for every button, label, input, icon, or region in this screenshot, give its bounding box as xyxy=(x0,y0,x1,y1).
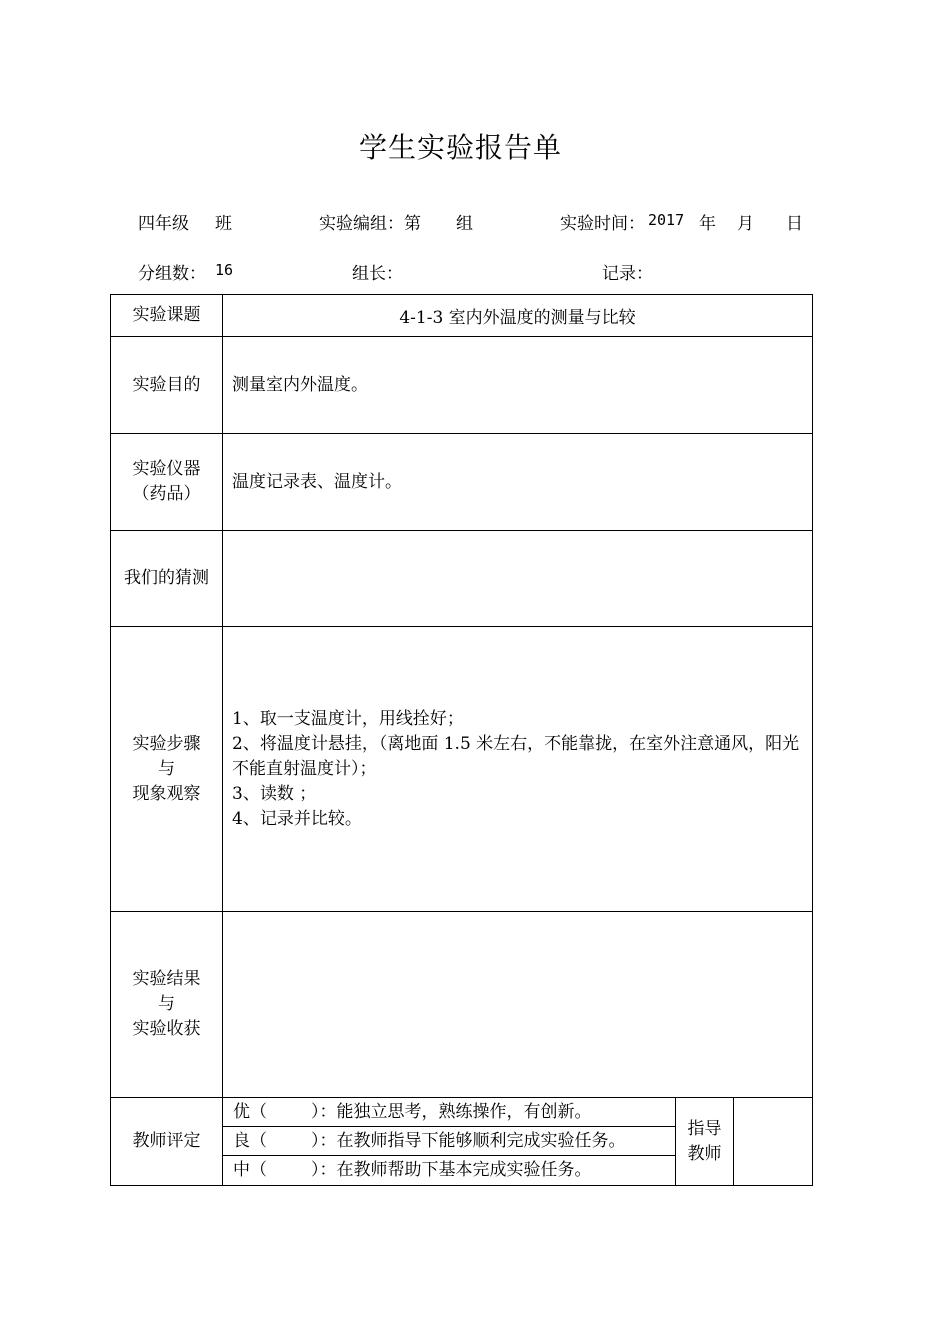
group-suffix-label: 组 xyxy=(456,214,473,234)
paren-close: ） xyxy=(311,1160,320,1180)
paren-close: ） xyxy=(311,1131,320,1151)
purpose-row xyxy=(111,337,813,434)
equipment-label-line2: （药品） xyxy=(132,484,201,504)
result-value xyxy=(223,912,813,1098)
evaluation-option xyxy=(223,1156,675,1184)
class-label: 班 xyxy=(215,214,232,234)
leader-label: 组长： xyxy=(352,264,403,284)
teacher-value xyxy=(734,1098,813,1186)
steps-label-line1: 实验步骤 xyxy=(132,733,201,754)
guess-row xyxy=(111,531,813,627)
step-item: 4、记录并比较。 xyxy=(232,808,362,829)
evaluation-option xyxy=(223,1127,675,1156)
day-label: 日 xyxy=(786,214,803,234)
steps-row xyxy=(111,627,813,912)
grade-label: 四年级 xyxy=(138,214,189,234)
paren-close: ） xyxy=(311,1102,320,1122)
result-label-line1: 实验结果 xyxy=(132,969,201,989)
group-count-label: 分组数： xyxy=(138,264,206,284)
grade-desc: ：在教师帮助下基本完成实验任务。 xyxy=(319,1160,592,1180)
recorder-label: 记录： xyxy=(602,264,653,284)
steps-content xyxy=(223,627,813,912)
guess-value xyxy=(223,531,813,627)
steps-label xyxy=(111,627,223,912)
step-item: 2、将温度计悬挂，（离地面 1.5 米左右，不能靠拢，在室外注意通风，阳光不能直射温度计）； xyxy=(232,733,800,779)
result-row xyxy=(111,912,813,1098)
grade-desc: ：在教师指导下能够顺利完成实验任务。 xyxy=(319,1131,626,1151)
time-label: 实验时间： xyxy=(560,214,645,234)
topic-label: 实验课题 xyxy=(111,295,223,337)
evaluation-row xyxy=(111,1098,813,1186)
group-label: 实验编组：第 xyxy=(319,214,421,234)
result-label-line2: 与 xyxy=(158,994,175,1014)
grade-good: 良（ xyxy=(233,1131,267,1151)
month-label: 月 xyxy=(737,214,754,234)
teacher-label-line2: 教师 xyxy=(687,1143,722,1164)
group-count-value: 16 xyxy=(215,261,234,279)
grade-desc: ：能独立思考，熟练操作，有创新。 xyxy=(319,1102,592,1122)
purpose-value: 测量室内外温度。 xyxy=(223,337,813,434)
result-label xyxy=(111,912,223,1098)
step-item: 1、取一支温度计，用线拴好； xyxy=(232,708,464,729)
equipment-row xyxy=(111,434,813,531)
result-label-line3: 实验收获 xyxy=(132,1019,201,1039)
year-value: 2017 xyxy=(648,211,685,229)
step-item: 3、读数 ； xyxy=(232,783,317,804)
page-title: 学生实验报告单 xyxy=(358,131,562,164)
evaluation-options xyxy=(223,1098,676,1186)
teacher-label-line1: 指导 xyxy=(687,1118,722,1139)
steps-label-line3: 现象观察 xyxy=(132,783,201,804)
report-table xyxy=(110,294,813,1186)
year-label: 年 xyxy=(699,214,716,234)
evaluation-label: 教师评定 xyxy=(111,1098,223,1186)
equipment-label-line1: 实验仪器 xyxy=(132,459,201,479)
grade-excellent: 优（ xyxy=(233,1102,267,1122)
equipment-value: 温度记录表、温度计。 xyxy=(223,434,813,531)
evaluation-option xyxy=(223,1098,675,1127)
grade-average: 中（ xyxy=(233,1160,267,1180)
steps-label-line2: 与 xyxy=(158,758,175,779)
equipment-label xyxy=(111,434,223,531)
topic-row xyxy=(111,295,813,337)
topic-value: 4-1-3 室内外温度的测量与比较 xyxy=(223,295,813,337)
purpose-label: 实验目的 xyxy=(111,337,223,434)
guess-label: 我们的猜测 xyxy=(111,531,223,627)
teacher-label xyxy=(676,1098,734,1186)
